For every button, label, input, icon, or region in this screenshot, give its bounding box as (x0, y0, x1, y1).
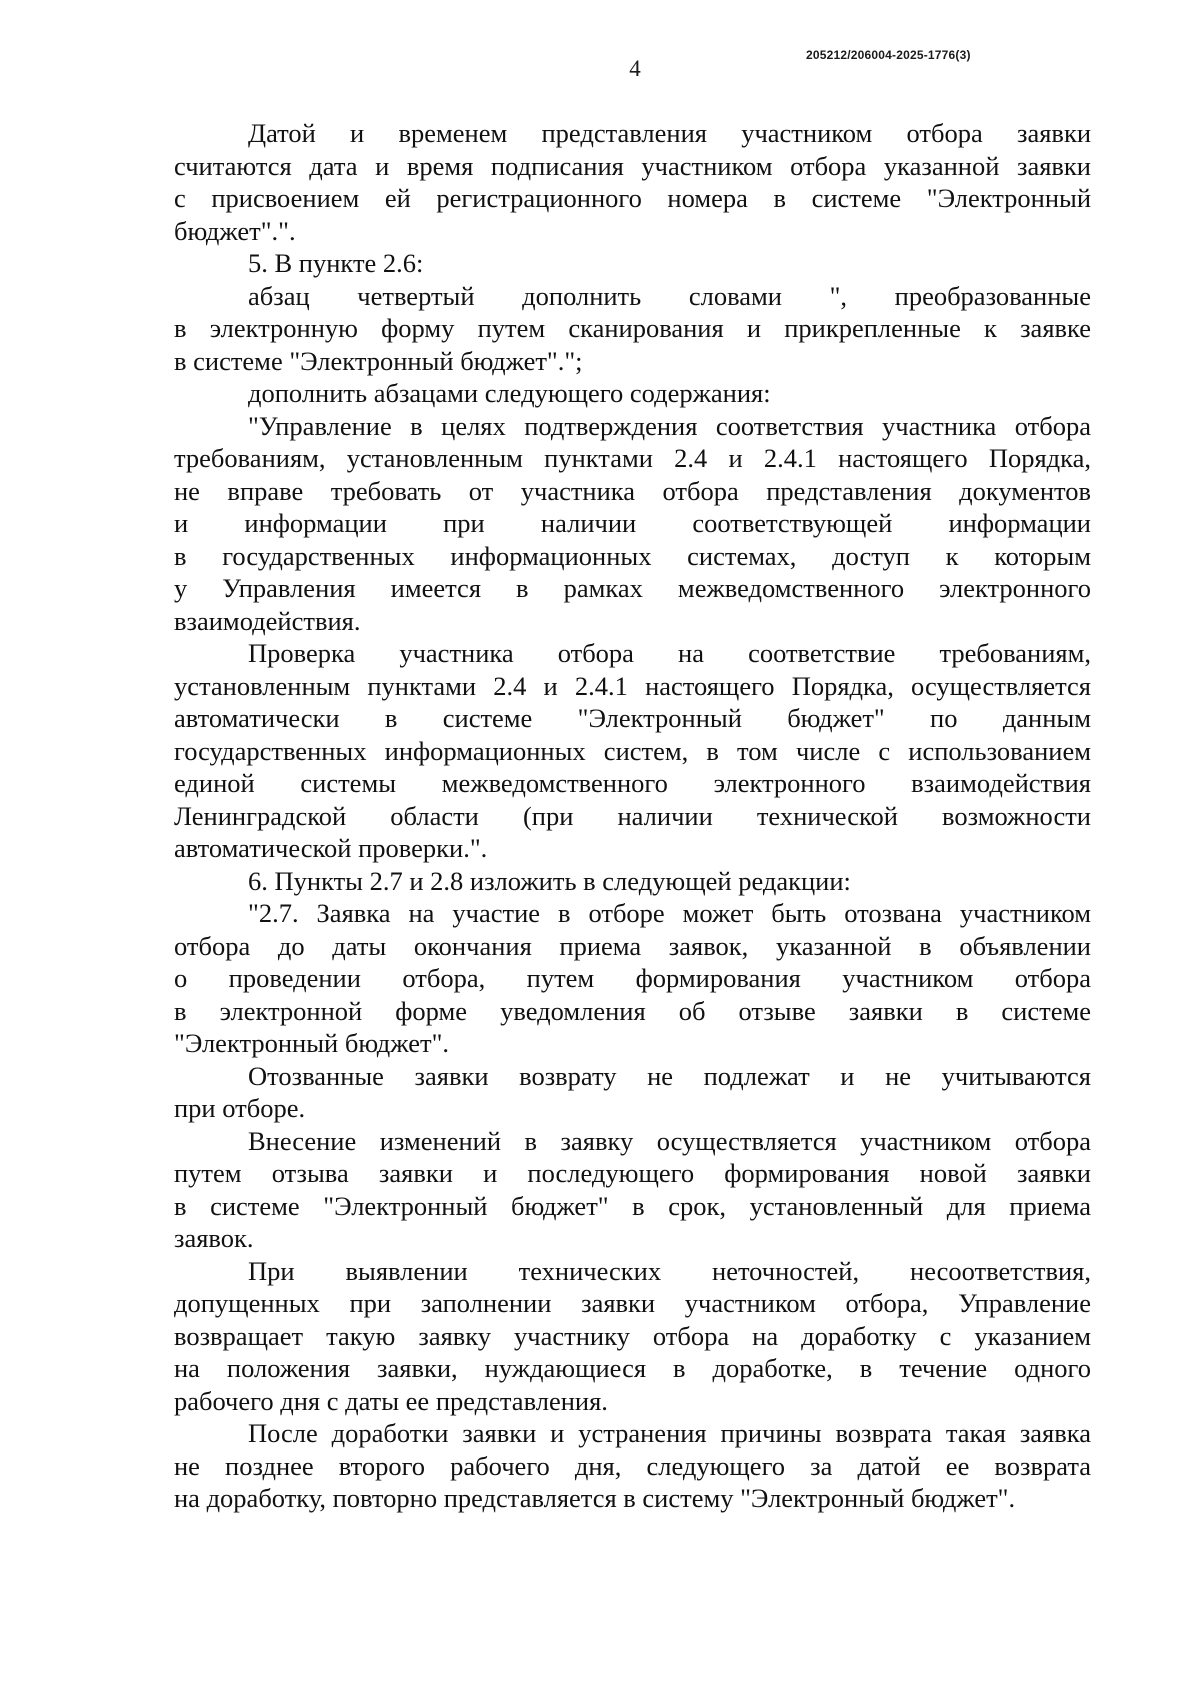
text-line: и информации при наличии соответствующей информации (174, 508, 1091, 538)
text-line: в государственных информационных системах, доступ к которым (174, 540, 1091, 571)
paragraph (174, 897, 1091, 1060)
text-line: рабочего дня с даты ее представления. (174, 1385, 608, 1416)
text-line: установленным пунктами 2.4 и 2.4.1 настоящего Порядка, осуществляется (174, 670, 1091, 701)
paragraph (174, 117, 1091, 247)
text-line: После доработки заявки и устранения причины возврата такая заявка (248, 1418, 1091, 1448)
text-line: при отборе. (174, 1093, 306, 1123)
text-line: требованиям, установленным пунктами 2.4 и 2.4.1 настоящего Порядка, (174, 443, 1091, 473)
text-line: государственных информационных систем, в том числе с использованием (174, 735, 1091, 766)
text-line: о проведении отбора, путем формирования участником отбора (174, 963, 1091, 993)
text-line: единой системы межведомственного электронного взаимодействия (174, 768, 1091, 798)
paragraph (174, 637, 1091, 865)
page-number: 4 (629, 56, 641, 81)
text-line: с присвоением ей регистрационного номера в системе "Электронный (174, 183, 1091, 213)
paragraph (174, 247, 1091, 280)
text-line: 5. В пункте 2.6: (248, 248, 424, 278)
text-line: взаимодействия. (174, 605, 361, 636)
text-line: "2.7. Заявка на участие в отборе может быть отозвана участником (248, 898, 1091, 928)
document-registration-number: 205212/206004-2025-1776(3) (806, 48, 971, 62)
text-line: в системе "Электронный бюджет" в срок, установленный для приема (174, 1190, 1091, 1221)
paragraph (174, 377, 1091, 410)
text-line: автоматически в системе "Электронный бюджет" по данным (174, 703, 1091, 733)
text-line: считаются дата и время подписания участником отбора указанной заявки (174, 150, 1091, 181)
text-line: дополнить абзацами следующего содержания: (248, 378, 771, 408)
text-line: путем отзыва заявки и последующего формирования новой заявки (174, 1158, 1091, 1188)
paragraph (174, 280, 1091, 378)
paragraph (174, 865, 1091, 898)
text-line: в системе "Электронный бюджет"."; (174, 345, 583, 376)
text-line: отбора до даты окончания приема заявок, указанной в объявлении (174, 930, 1091, 961)
paragraph (174, 1125, 1091, 1255)
text-line: бюджет".". (174, 215, 296, 246)
text-line: абзац четвертый дополнить словами ", преобразованные (248, 280, 1091, 311)
text-line: "Управление в целях подтверждения соответствия участника отбора (248, 410, 1091, 441)
text-line: на положения заявки, нуждающиеся в доработке, в течение одного (174, 1353, 1091, 1383)
text-line: 6. Пункты 2.7 и 2.8 изложить в следующей редакции: (248, 865, 851, 896)
paragraph (174, 1255, 1091, 1418)
paragraph (174, 410, 1091, 638)
text-line: на доработку, повторно представляется в систему "Электронный бюджет". (174, 1483, 1016, 1513)
text-line: возвращает такую заявку участнику отбора на доработку с указанием (174, 1320, 1091, 1351)
text-line: "Электронный бюджет". (174, 1028, 450, 1058)
text-line: в электронную форму путем сканирования и прикрепленные к заявке (174, 313, 1091, 343)
text-line: не позднее второго рабочего дня, следующего за датой ее возврата (174, 1450, 1091, 1481)
text-line: При выявлении технических неточностей, несоответствия, (248, 1255, 1091, 1286)
text-line: у Управления имеется в рамках межведомственного электронного (174, 573, 1091, 603)
text-line: Проверка участника отбора на соответствие требованиям, (248, 638, 1091, 668)
text-line: автоматической проверки.". (174, 833, 488, 863)
document-body (174, 117, 1091, 1515)
text-line: заявок. (174, 1223, 254, 1253)
text-line: допущенных при заполнении заявки участником отбора, Управление (174, 1288, 1091, 1318)
text-line: Внесение изменений в заявку осуществляется участником отбора (248, 1125, 1091, 1156)
text-line: Отозванные заявки возврату не подлежат и не учитываются (248, 1060, 1091, 1091)
text-line: Датой и временем представления участником отбора заявки (248, 118, 1091, 148)
text-line: Ленинградской области (при наличии технической возможности (174, 800, 1091, 831)
paragraph (174, 1060, 1091, 1125)
text-line: в электронной форме уведомления об отзыве заявки в системе (174, 995, 1091, 1026)
text-line: не вправе требовать от участника отбора представления документов (174, 475, 1091, 506)
paragraph (174, 1417, 1091, 1515)
